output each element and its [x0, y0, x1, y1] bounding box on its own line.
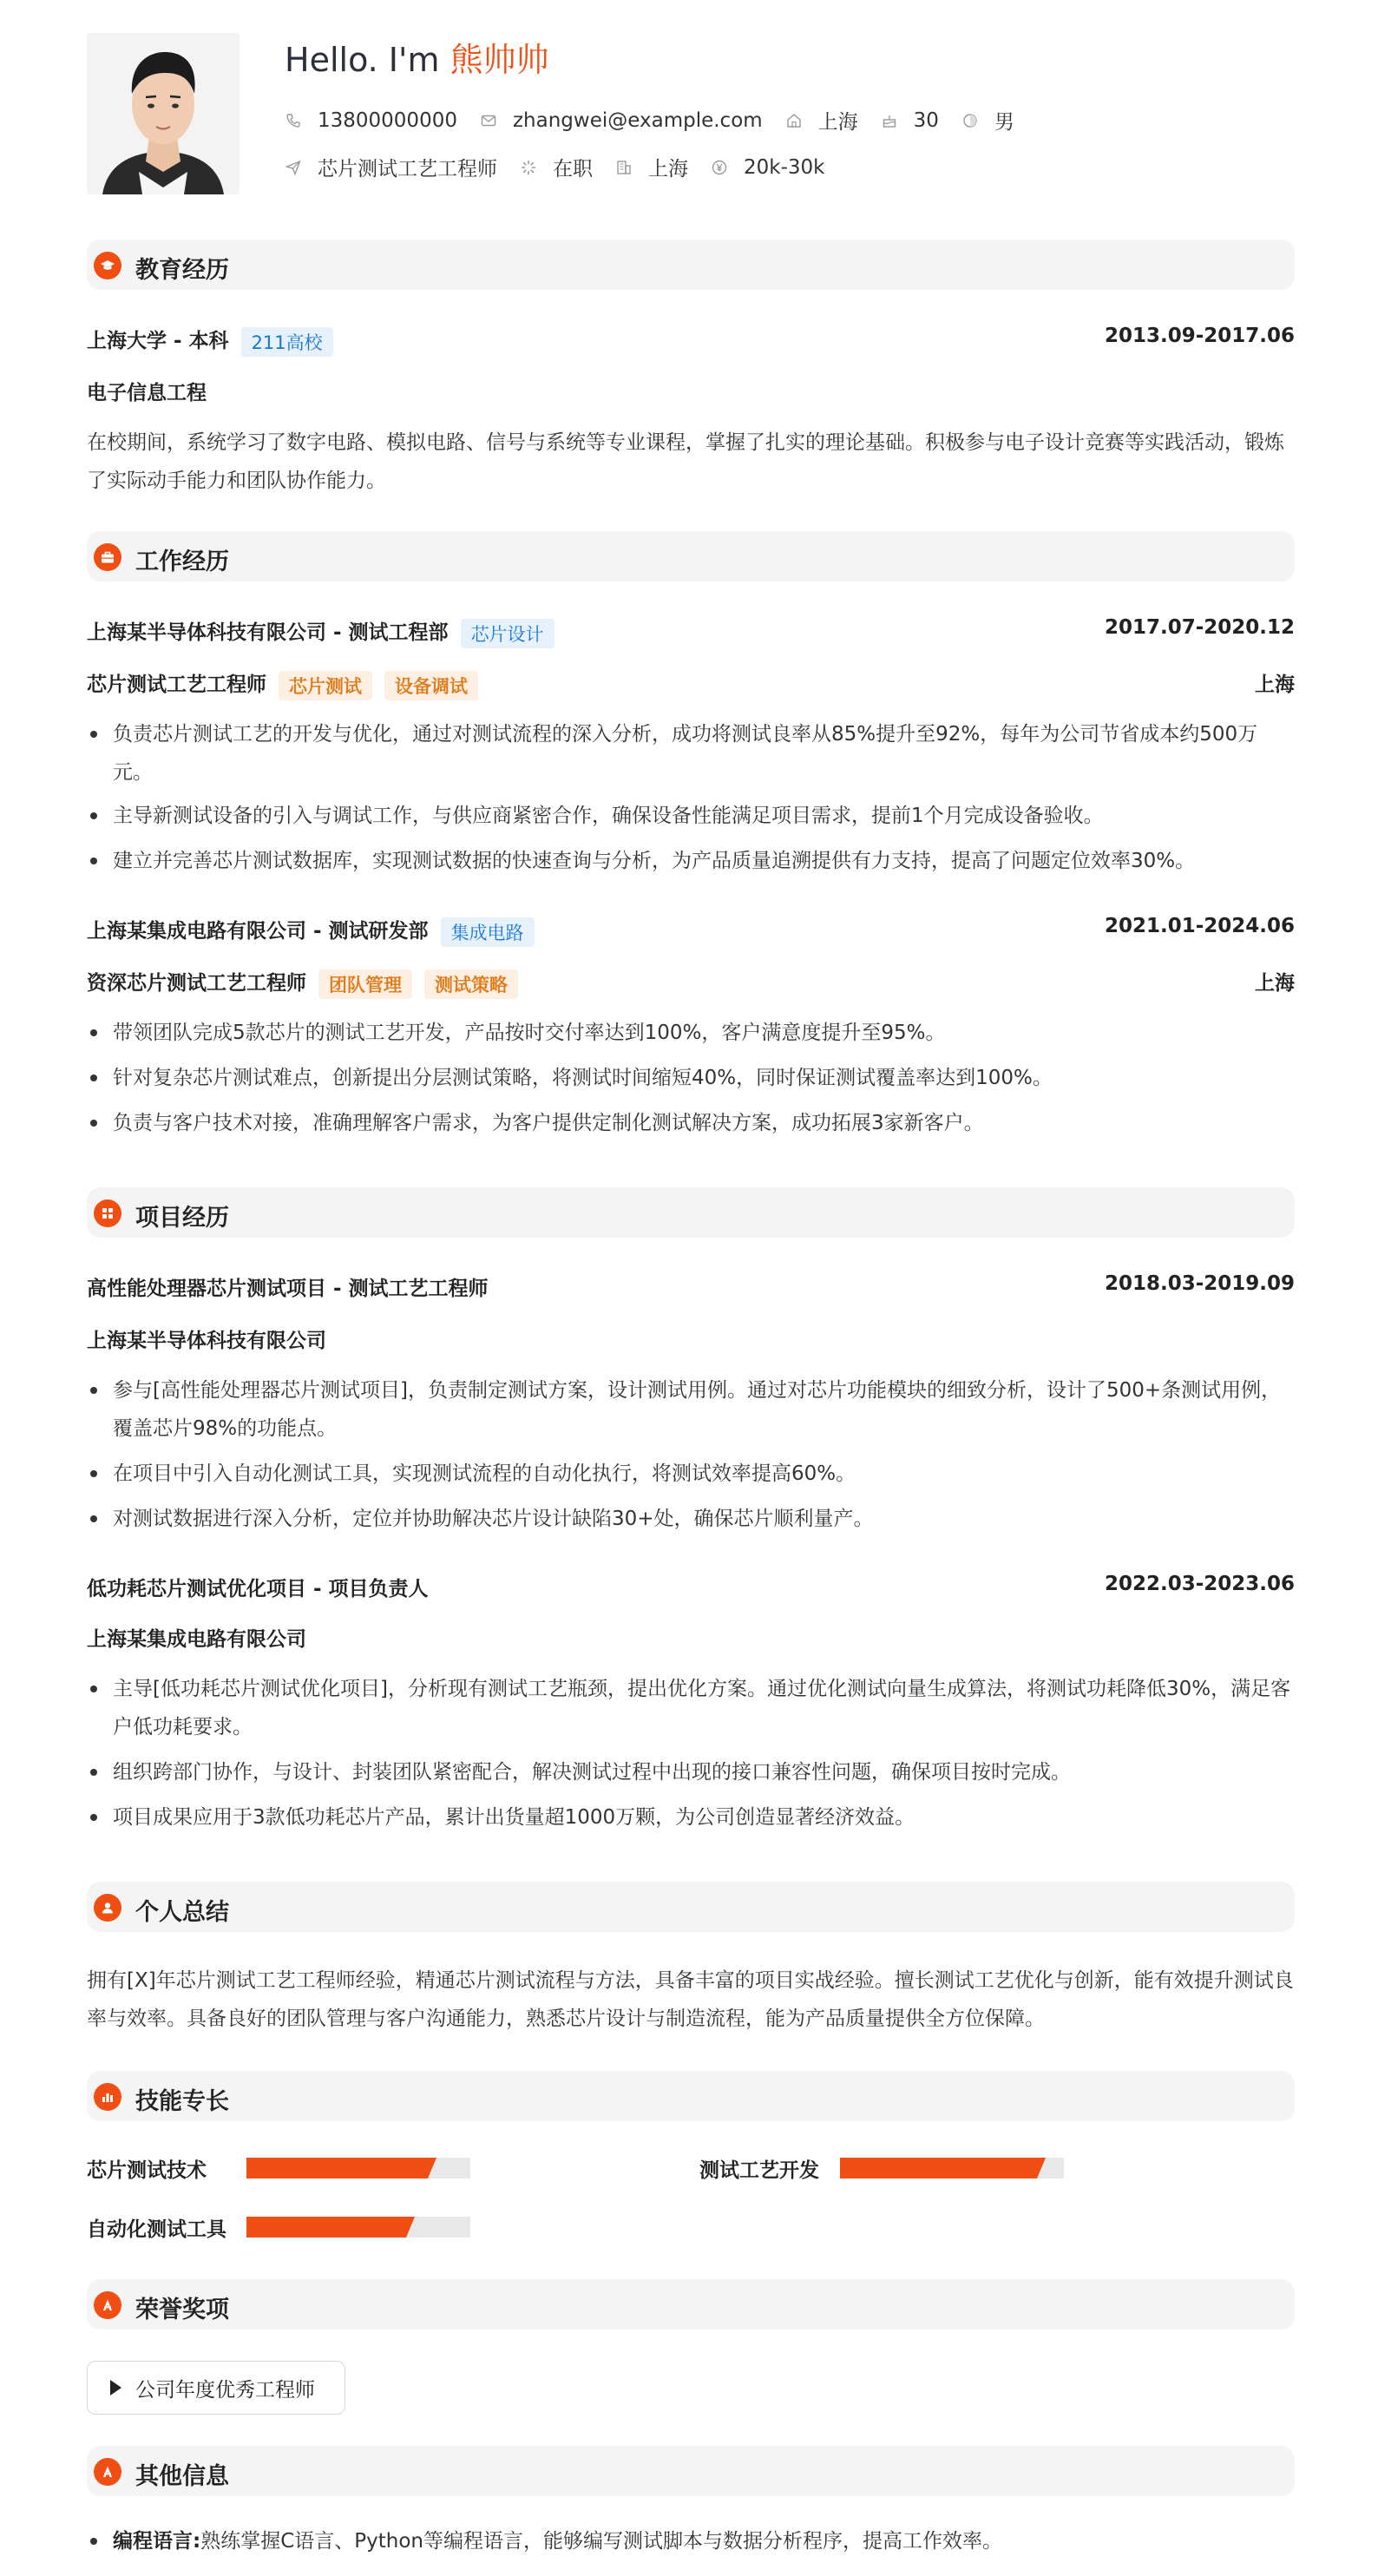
job-company: 上海某半导体科技有限公司 - 测试工程部 — [87, 621, 449, 644]
grid-icon — [94, 1199, 121, 1227]
skill-bar-fill — [246, 2217, 406, 2238]
job-company-row — [87, 915, 535, 947]
user-icon — [94, 1894, 121, 1922]
section-projects-header — [87, 1187, 1295, 1238]
skill-name: 芯片测试技术 — [87, 2159, 207, 2182]
summary-text: 拥有[X]年芯片测试工艺工程师经验，精通芯片测试流程与方法，具备丰富的项目实战经验。擅长测试工艺优化与创新，能有效提升测试良率与效率。具备良好的团队管理与客户沟通能力，熟悉芯片设计与制造流程，能为产品质量提供全方位保障。 — [87, 1969, 1294, 2030]
avatar — [87, 33, 240, 194]
list-item: 建立并完善芯片测试数据库，实现测试数据的快速查询与分析，为产品质量追溯提供有力支持，提高了问题定位效率30%。 — [87, 842, 1295, 880]
section-title: 其他信息 — [135, 2463, 229, 2490]
list-item: 组织跨部门协作，与设计、封装团队紧密配合，解决测试过程中出现的接口兼容性问题，确保项目按时完成。 — [87, 1753, 1295, 1791]
section-title: 工作经历 — [135, 549, 229, 575]
company-tag: 芯片设计 — [461, 619, 554, 648]
skill-name: 自动化测试工具 — [87, 2218, 226, 2241]
award-icon — [94, 2291, 121, 2319]
salary-text: 20k-30k — [744, 155, 825, 179]
project-company: 上海某半导体科技有限公司 — [87, 1330, 326, 1352]
job-role-row — [87, 668, 478, 700]
project-date: 2018.03-2019.09 — [1104, 1272, 1295, 1295]
education-description: 在校期间，系统学习了数字电路、模拟电路、信号与系统等专业课程，掌握了扎实的理论基础。积极参与电子设计竞赛等实践活动，锻炼了实际动手能力和团队协作能力。 — [87, 431, 1284, 492]
section-title: 技能专长 — [135, 2088, 229, 2115]
project-date: 2022.03-2023.06 — [1104, 1573, 1295, 1595]
other-text: 熟练掌握C语言、Python等编程语言，能够编写测试脚本与数据分析程序，提高工作效率。 — [200, 2530, 1002, 2553]
section-summary-header — [87, 1882, 1295, 1932]
education-date: 2013.09-2017.06 — [1104, 325, 1295, 347]
section-title: 荣誉奖项 — [135, 2297, 229, 2323]
list-item: 主导[低功耗芯片测试优化项目]，分析现有测试工艺瓶颈，提出优化方案。通过优化测试向量生成算法，将测试功耗降低30%，满足客户低功耗要求。 — [87, 1670, 1295, 1746]
section-title: 教育经历 — [135, 257, 229, 284]
list-item: 对测试数据进行深入分析，定位并协助解决芯片设计缺陷30+处，确保芯片顺利量产。 — [87, 1500, 1295, 1538]
skill-bar — [246, 2158, 470, 2178]
section-title: 个人总结 — [135, 1899, 229, 1926]
skill-bar-fill — [246, 2158, 428, 2178]
graduation-cap-icon — [94, 252, 121, 279]
education-school-row — [87, 325, 333, 357]
school-name: 上海大学 - 本科 — [87, 330, 229, 352]
email-item — [480, 109, 763, 132]
section-work-header — [87, 531, 1295, 582]
candidate-name: 熊帅帅 — [449, 41, 549, 79]
city-text: 上海 — [648, 158, 688, 181]
list-item: 负责芯片测试工艺的开发与优化，通过对测试流程的深入分析，成功将测试良率从85%提升至92%，每年为公司节省成本约500万元。 — [87, 715, 1295, 792]
company-tag: 集成电路 — [441, 917, 535, 947]
gender-icon — [961, 112, 979, 129]
job-date: 2017.07-2020.12 — [1104, 616, 1295, 639]
job-city: 上海 — [1255, 674, 1295, 696]
skill-tag: 芯片测试 — [279, 671, 372, 700]
skill-tag: 测试策略 — [424, 969, 518, 999]
list-item: 在项目中引入自动化测试工具，实现测试流程的自动化执行，将测试效率提高60%。 — [87, 1455, 1295, 1493]
job-role: 芯片测试工艺工程师 — [87, 674, 266, 696]
project-name: 高性能处理器芯片测试项目 - 测试工艺工程师 — [87, 1278, 489, 1300]
contact-row — [285, 106, 1037, 135]
skill-bar — [840, 2158, 1064, 2178]
list-item: 针对复杂芯片测试难点，创新提出分层测试策略，将测试时间缩短40%，同时保证测试覆盖率达到100%。 — [87, 1059, 1295, 1097]
skill-bar — [246, 2217, 470, 2238]
age-item — [881, 109, 939, 132]
send-icon — [285, 159, 302, 176]
city-item — [615, 153, 688, 181]
resume-header — [87, 33, 1295, 198]
status-item — [520, 153, 593, 181]
award-item — [87, 2361, 345, 2415]
project-name: 低功耗芯片测试优化项目 - 项目负责人 — [87, 1578, 429, 1600]
phone-icon — [285, 112, 302, 129]
job-company: 上海某集成电路有限公司 - 测试研发部 — [87, 920, 429, 943]
status-text: 在职 — [553, 158, 593, 181]
section-education-header — [87, 240, 1295, 290]
greeting-title — [285, 33, 549, 81]
section-title: 项目经历 — [135, 1205, 229, 1232]
section-awards-header — [87, 2279, 1295, 2330]
list-item: 参与[高性能处理器芯片测试项目]，负责制定测试方案，设计测试用例。通过对芯片功能模块的细致分析，设计了500+条测试用例，覆盖芯片98%的功能点。 — [87, 1371, 1295, 1448]
list-item: 负责与客户技术对接，准确理解客户需求，为客户提供定制化测试解决方案，成功拓展3家新客户。 — [87, 1104, 1295, 1142]
list-item: 带领团队完成5款芯片的测试工艺开发，产品按时交付率达到100%，客户满意度提升至95%。 — [87, 1014, 1295, 1052]
location-item — [785, 106, 858, 135]
section-skills-header — [87, 2071, 1295, 2121]
list-item — [87, 2522, 1295, 2560]
greeting-text: Hello. I'm — [285, 41, 440, 79]
education-major: 电子信息工程 — [87, 382, 207, 404]
skill-tag: 设备调试 — [384, 671, 478, 700]
email-icon — [480, 112, 497, 129]
section-other-header — [87, 2446, 1295, 2496]
job-role: 资深芯片测试工艺工程师 — [87, 972, 306, 995]
job-title-text: 芯片测试工艺工程师 — [318, 158, 497, 181]
play-icon — [110, 2380, 121, 2395]
phone-text: 13800000000 — [318, 108, 457, 132]
list-item: 主导新测试设备的引入与调试工作，与供应商紧密合作，确保设备性能满足项目需求，提前1个月完成设备验收。 — [87, 797, 1295, 835]
school-tag: 211高校 — [241, 327, 333, 357]
skill-bar-fill — [840, 2158, 1037, 2178]
job-date: 2021.01-2024.06 — [1104, 915, 1295, 937]
location-text: 上海 — [817, 111, 858, 134]
home-icon — [785, 112, 803, 129]
other-label: 编程语言: — [113, 2530, 201, 2553]
cake-icon — [881, 112, 898, 129]
salary-item — [711, 156, 824, 179]
briefcase-icon — [94, 543, 121, 571]
skill-tag: 团队管理 — [318, 969, 412, 999]
project-company: 上海某集成电路有限公司 — [87, 1628, 306, 1651]
job-company-row — [87, 616, 554, 648]
loading-icon — [520, 159, 537, 176]
info-icon — [94, 2458, 121, 2486]
job-intent-row — [285, 153, 847, 181]
list-item: 项目成果应用于3款低功耗芯片产品，累计出货量超1000万颗，为公司创造显著经济效益。 — [87, 1798, 1295, 1837]
building-icon — [615, 159, 633, 176]
award-text: 公司年度优秀工程师 — [135, 2378, 315, 2402]
job-city: 上海 — [1255, 972, 1295, 995]
gender-item — [961, 106, 1014, 135]
job-role-row — [87, 967, 518, 999]
bar-chart-icon — [94, 2083, 121, 2111]
yen-icon — [711, 159, 728, 176]
phone-item — [285, 109, 457, 132]
email-text: zhangwei@example.com — [512, 108, 763, 132]
job-title-item — [285, 153, 497, 181]
skill-name: 测试工艺开发 — [699, 2159, 819, 2182]
gender-text: 男 — [994, 111, 1014, 134]
age-text: 30 — [913, 108, 939, 132]
